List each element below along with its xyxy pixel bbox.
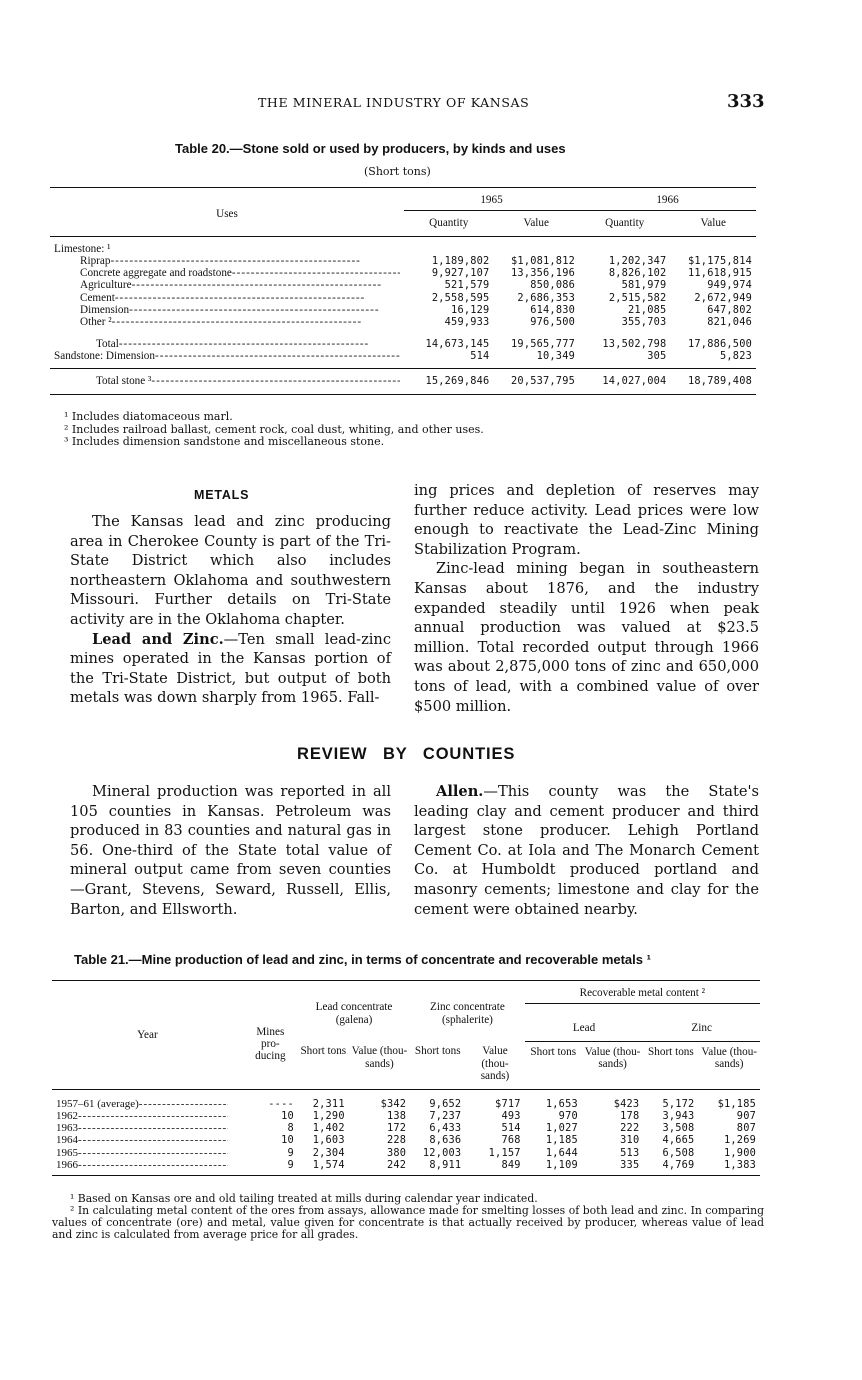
allen-runin: Allen. [436, 783, 484, 800]
table20-quantity-1966: Quantity [605, 217, 645, 230]
metals-paragraph-2-continued: ing prices and depletion of reserves may further reduce activity. Lead prices were low enough to reactivate the Lead-Zinc Mining Stabilization Program. [414, 482, 759, 558]
table21-cell-zc-tons: 8,911 [429, 1159, 462, 1172]
table20-row-6-label [50, 316, 404, 328]
table20-row-2-label [50, 267, 404, 279]
table20-row-6-v1965: 976,500 [530, 316, 576, 329]
metals-paragraph-3: Zinc-lead mining began in southeastern Kansas about 1876, and the industry expanded steadily until 1926 when peak annual production was valued at $23.5 million. Total recorded output through 1966 was about 2,875,000 tons of zinc and 650,000 tons of lead, with a combined value of over $500 million. [414, 560, 759, 715]
table21-lead-conc-header: Lead concentrate (galena) [315, 1001, 393, 1026]
leader-dots [119, 338, 369, 350]
table20-sandstone-row-q1965: 514 [470, 349, 490, 362]
table21-zinc-conc-header: Zinc concentrate (sphalerite) [430, 1001, 505, 1026]
table21-cell-zc-tons: 12,003 [422, 1146, 462, 1159]
leader-dots [112, 316, 362, 328]
leader-dots [78, 1110, 228, 1122]
table20-row-4-q1966: 2,515,582 [608, 291, 667, 304]
table20-row-1-label [50, 255, 404, 267]
table21-pb-value-header: Value (thou- sands) [584, 1045, 641, 1071]
table21-cell-mines: 9 [287, 1159, 294, 1172]
table20-row-2-q1966: 8,826,102 [608, 267, 667, 280]
table21-row-year [52, 1122, 243, 1134]
table20-year-1966: 1966 [579, 188, 756, 211]
table20-row-1-v1965: $1,081,812 [511, 254, 576, 267]
running-head [0, 93, 862, 113]
table21-cell-lc-tons: 1,574 [312, 1159, 345, 1172]
table20-row-4-v1965: 2,686,353 [517, 291, 576, 304]
metals-right-column [414, 481, 759, 716]
table21-zc-tons-header: Short tons [414, 1045, 461, 1058]
table20-total-stone-row-q1965: 15,269,846 [425, 375, 490, 388]
table21-cell-zc-tons: 6,433 [429, 1122, 462, 1135]
table21-body [52, 1098, 760, 1176]
allen-text: —This county was the State's leading clay and cement producer and third largest stone producer. Lehigh Portland Cement Co. at Iola and The Monarch Cement Co. at Humboldt produced portland and masonry cements; limestone and clay for the cement were obtained nearby. [414, 783, 759, 918]
table20-total-stone-row-label [50, 369, 404, 394]
table21-cell-mines: 8 [287, 1122, 294, 1135]
table20-row-5-v1966: 647,802 [707, 304, 752, 317]
table20-row-4-q1965: 2,558,595 [431, 291, 490, 304]
table21-caption: Table 21.—Mine production of lead and zinc, in terms of concentrate and recoverable metals ¹ [74, 952, 651, 967]
table20-footnote-1: ¹ Includes diatomaceous marl. [64, 410, 233, 423]
page-number: 333 [727, 91, 765, 112]
review-paragraph-1: Mineral production was reported in all 105 counties in Kansas. Petroleum was produced in 83 counties and natural gas in 56. One-third of the State total value of mineral output came from seven counties—Grant, Stevens, Seward, Russell, Ellis, Barton, and Ellsworth. [70, 783, 391, 918]
table21-cell-zn-val: 1,900 [724, 1146, 756, 1159]
table21-cell-mines: 10 [281, 1109, 294, 1122]
table21-cell-zn-tons: 6,508 [662, 1146, 695, 1159]
table20-row-4-v1966: 2,672,949 [694, 291, 752, 304]
table21-recoverable-header: Recoverable metal content ² [525, 981, 760, 1004]
table21-year-text: 1964 [56, 1134, 78, 1147]
table20-row-2-v1966: 11,618,915 [688, 267, 752, 280]
table21-row-year [52, 1147, 243, 1159]
table20-group-limestone: Limestone: ¹ [54, 242, 111, 255]
table20-row-4-label [50, 292, 404, 304]
table21-cell-pb-tons: 1,109 [545, 1159, 578, 1172]
table20-body [50, 255, 756, 394]
table21-cell-zn-val: 907 [736, 1109, 756, 1122]
metals-paragraph-2 [70, 630, 391, 708]
table20-total-stone-row [50, 369, 756, 394]
table21-pb-tons-header: Short tons [530, 1045, 577, 1058]
table21-zinc-header: Zinc [643, 1004, 760, 1041]
table21-footnotes [52, 1193, 764, 1241]
table20-sandstone-row [50, 350, 756, 362]
table20 [50, 187, 756, 395]
metals-paragraph-1: The Kansas lead and zinc producing area in Cherokee County is part of the Tri-State District which also includes northeastern Oklahoma and southwestern Missouri. Further details on Tri-State activity are in the Oklahoma chapter. [70, 513, 391, 628]
table21-zn-tons-header: Short tons [648, 1045, 694, 1058]
table21-cell-zc-tons: 7,237 [429, 1109, 462, 1122]
leader-dots [155, 350, 400, 362]
table20-sandstone-row-v1965: 10,349 [536, 349, 576, 362]
table20-row-3-q1966: 581,979 [621, 279, 667, 292]
table20-row-3-label-text: Agriculture [80, 279, 132, 292]
table20-row-5 [50, 304, 756, 316]
table21-zc-value-header: Value (thou- sands) [480, 1045, 510, 1083]
table21-cell-zc-val: 493 [501, 1109, 521, 1122]
metals-heading: METALS [194, 488, 250, 502]
table20-row-5-v1965: 614,830 [530, 304, 576, 317]
leader-dots [78, 1147, 228, 1159]
table21-cell-lc-val: 380 [387, 1146, 407, 1159]
table21-cell-zc-val: 849 [501, 1159, 521, 1172]
lead-zinc-runin: Lead and Zinc. [92, 630, 224, 648]
table20-row-6 [50, 316, 756, 328]
table20-total-row-q1965: 14,673,145 [425, 337, 490, 350]
leader-dots [132, 279, 382, 291]
table20-total-row-v1966: 17,886,500 [688, 337, 752, 350]
table20-total-stone-row-q1966: 14,027,004 [602, 375, 667, 388]
review-left-column [70, 782, 391, 919]
table20-row-5-q1966: 21,085 [628, 304, 667, 317]
table21-cell-pb-val: $423 [613, 1097, 640, 1110]
table21-cell-pb-tons: 970 [558, 1109, 578, 1122]
lead-zinc-text-part1: —Ten small lead-zinc mines operated in the Kansas portion of the Tri-State District, but output of both metals was down sharply from 1965. Fall- [70, 630, 391, 707]
table20-row-2-label-text: Concrete aggregate and roadstone [80, 267, 232, 280]
table21-cell-lc-val: 172 [387, 1122, 407, 1135]
table21-lc-value-header: Value (thou- sands) [351, 1045, 408, 1070]
leader-dots [78, 1122, 228, 1134]
table20-footnote-3: ³ Includes dimension sandstone and miscellaneous stone. [64, 435, 385, 448]
table21-cell-lc-val: 242 [387, 1159, 407, 1172]
table21 [52, 980, 760, 1176]
table21-row-year [52, 1110, 243, 1122]
table21-year-text: 1966 [56, 1159, 78, 1172]
table20-sandstone-row-q1966: 305 [647, 349, 667, 362]
table20-footnote-2: ² Includes railroad ballast, cement rock, coal dust, whiting, and other uses. [64, 422, 484, 436]
table21-cell-zc-val: 514 [501, 1122, 521, 1135]
table20-row-1-q1965: 1,189,802 [431, 254, 490, 267]
table20-row-2-q1965: 9,927,107 [431, 267, 490, 280]
leader-dots [78, 1134, 228, 1146]
table20-total-stone-row-label-text: Total stone ³ [96, 375, 152, 388]
table20-row-6-q1965: 459,933 [444, 316, 490, 329]
table20-value-1966: Value [700, 217, 726, 230]
table21-cell-lc-val: 228 [387, 1134, 407, 1147]
table20-row-3-q1965: 521,579 [444, 279, 490, 292]
table20-row-3-label [50, 279, 404, 291]
table20-total-row-q1966: 13,502,798 [602, 337, 667, 350]
table21-cell-lc-tons: 2,304 [312, 1146, 345, 1159]
table21-row-3 [52, 1122, 760, 1134]
table21-cell-mines: 9 [287, 1146, 294, 1159]
table20-sandstone-row-v1966: 5,823 [720, 349, 752, 362]
table20-row-5-q1965: 16,129 [451, 304, 490, 317]
table21-cell-lc-tons: 1,603 [312, 1134, 345, 1147]
table21-cell-zn-tons: 4,769 [662, 1159, 695, 1172]
table20-value-1965: Value [523, 217, 549, 230]
table21-row-year [52, 1134, 243, 1146]
table21-cell-lc-tons: 1,290 [312, 1109, 345, 1122]
table21-cell-zc-val: 1,157 [488, 1146, 521, 1159]
table21-row-2 [52, 1110, 760, 1122]
table21-cell-zc-tons: 9,652 [429, 1097, 462, 1110]
table21-grid [52, 980, 760, 1176]
table20-total-stone-row-v1965: 20,537,795 [511, 375, 576, 388]
leader-dots [151, 375, 400, 387]
table21-lead-header: Lead [525, 1004, 644, 1041]
table20-row-1-label-text: Riprap [80, 254, 111, 267]
leader-dots [232, 267, 400, 279]
table20-uses-header: Uses [216, 207, 238, 220]
review-heading: REVIEW BY COUNTIES [297, 745, 516, 763]
leader-dots [115, 292, 365, 304]
table20-total-stone-row-v1966: 18,789,408 [688, 375, 752, 388]
table20-row-2-v1965: 13,356,196 [511, 267, 576, 280]
table20-row-4 [50, 292, 756, 304]
table21-lc-tons-header: Short tons [300, 1045, 347, 1058]
table20-row-1-q1966: 1,202,347 [608, 254, 667, 267]
leader-dots [139, 1098, 228, 1110]
table21-cell-pb-val: 513 [620, 1146, 640, 1159]
table20-row-6-v1966: 821,046 [707, 316, 752, 329]
table20-row-4-label-text: Cement [80, 291, 115, 304]
table20-row-3 [50, 279, 756, 291]
table20-year-1965: 1965 [404, 188, 579, 211]
table20-footnotes [64, 411, 764, 449]
table21-row-6 [52, 1159, 760, 1176]
table20-quantity-1965: Quantity [429, 217, 469, 230]
table20-grid [50, 187, 756, 395]
table21-cell-zn-val: 1,383 [724, 1159, 756, 1172]
table21-cell-zn-tons: 4,665 [662, 1134, 695, 1147]
table20-caption: Table 20.—Stone sold or used by producers, by kinds and uses [175, 141, 566, 156]
table20-units: (Short tons) [364, 165, 431, 178]
table21-cell-mines: 10 [281, 1134, 294, 1147]
leader-dots [129, 304, 379, 316]
table21-cell-lc-val: $342 [380, 1097, 407, 1110]
table20-row-1 [50, 255, 756, 267]
table20-total-row-v1965: 19,565,777 [511, 337, 576, 350]
table21-footnote-1: ¹ Based on Kansas ore and old tailing treated at mills during calendar year indicated. [70, 1192, 538, 1205]
table21-cell-zc-val: $717 [495, 1097, 521, 1110]
table21-cell-zn-tons: 3,508 [662, 1122, 695, 1135]
leader-dots [110, 255, 360, 267]
table21-cell-zn-tons: 5,172 [662, 1097, 695, 1110]
table20-row-2 [50, 267, 756, 279]
table21-year-text: 1962 [56, 1109, 78, 1122]
table21-cell-pb-tons: 1,653 [545, 1097, 578, 1110]
leader-dots [78, 1159, 228, 1171]
table21-cell-mines: ---- [268, 1097, 294, 1110]
metals-left-column [70, 512, 391, 708]
table21-cell-zn-val: 807 [736, 1122, 756, 1135]
table21-row-5 [52, 1147, 760, 1159]
table20-row-5-label [50, 304, 404, 316]
table21-cell-pb-val: 222 [620, 1122, 640, 1135]
table20-row-3-v1966: 949,974 [707, 279, 752, 292]
table20-row-5-label-text: Dimension [80, 304, 130, 317]
allen-paragraph [414, 782, 759, 919]
table21-zn-value-header: Value (thou- sands) [701, 1045, 758, 1071]
table21-cell-pb-val: 335 [620, 1159, 640, 1172]
table21-year-text: 1965 [56, 1146, 78, 1159]
table21-cell-pb-tons: 1,027 [545, 1122, 578, 1135]
table21-cell-pb-tons: 1,185 [545, 1134, 578, 1147]
table20-total-row [50, 329, 756, 350]
table21-mines-header: Mines pro- ducing [255, 1025, 286, 1062]
table21-row-1 [52, 1098, 760, 1110]
table21-cell-zn-val: 1,269 [724, 1134, 756, 1147]
table21-cell-zn-val: $1,185 [717, 1097, 756, 1110]
table20-row-1-v1966: $1,175,814 [688, 254, 752, 267]
table21-cell-pb-tons: 1,644 [545, 1146, 578, 1159]
table21-cell-lc-val: 138 [387, 1109, 407, 1122]
table21-row-year [52, 1098, 243, 1110]
table21-cell-lc-tons: 2,311 [312, 1097, 345, 1110]
table20-sandstone-row-label-text: Sandstone: Dimension [54, 349, 155, 362]
table21-cell-zn-tons: 3,943 [662, 1109, 695, 1122]
table21-year-text: 1963 [56, 1122, 78, 1135]
table20-row-6-label-text: Other ² [80, 316, 112, 329]
table21-year-header: Year [137, 1028, 158, 1041]
table21-cell-zc-val: 768 [501, 1134, 521, 1147]
running-head-title: THE MINERAL INDUSTRY OF KANSAS [258, 95, 530, 110]
table20-total-row-label [50, 329, 404, 350]
table21-cell-zc-tons: 8,636 [429, 1134, 462, 1147]
review-right-column [414, 782, 759, 919]
table21-year-text: 1957–61 (average) [56, 1097, 139, 1110]
table21-row-year [52, 1159, 243, 1176]
table21-cell-pb-val: 310 [620, 1134, 640, 1147]
table21-cell-pb-val: 178 [620, 1109, 640, 1122]
table20-row-3-v1965: 850,086 [530, 279, 576, 292]
table21-cell-lc-tons: 1,402 [312, 1122, 345, 1135]
table21-footnote-2: ² In calculating metal content of the ores from assays, allowance made for smelting losses of both lead and zinc. In comparing values of concentrate (ore) and metal, value given for concentrate is that actually received by producer, whereas value of lead and zinc is calculated from average price for all grades. [52, 1204, 764, 1241]
table21-row-4 [52, 1134, 760, 1146]
table20-row-6-q1966: 355,703 [621, 316, 667, 329]
table20-total-row-label-text: Total [96, 337, 119, 350]
table20-sandstone-row-label [50, 350, 404, 362]
